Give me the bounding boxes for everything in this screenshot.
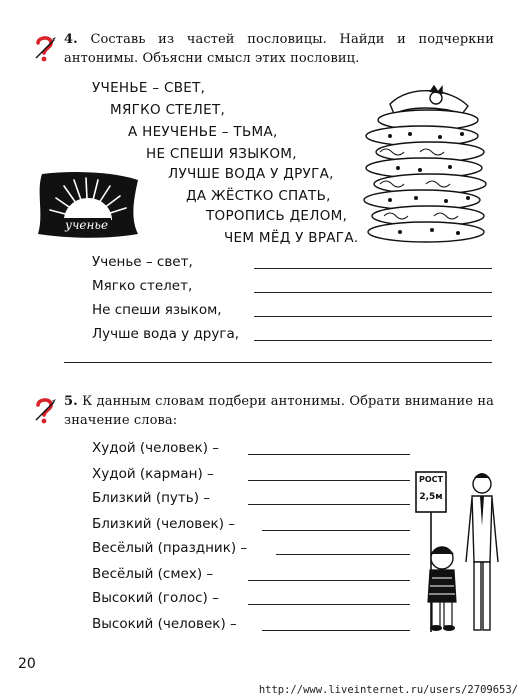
- task5-number: 5.: [64, 394, 78, 409]
- question-pencil-icon: [32, 34, 58, 64]
- proverb-part: УЧЕНЬЕ – СВЕТ,: [92, 80, 206, 96]
- antonym-item: Весёлый (смех) –: [92, 566, 214, 582]
- task5-instruction: [64, 392, 494, 430]
- answer-line[interactable]: [262, 530, 410, 531]
- fill-label: Лучше вода у друга,: [92, 326, 240, 342]
- answer-line[interactable]: [248, 480, 410, 481]
- tall-man-boy-illustration: [412, 466, 512, 636]
- proverb-part: А НЕУЧЕНЬЕ – ТЬМА,: [128, 124, 278, 140]
- antonym-item: Весёлый (праздник) –: [92, 540, 248, 556]
- learning-sun-illustration: [34, 168, 142, 242]
- answer-line[interactable]: [254, 316, 492, 317]
- task4-instruction: [64, 30, 494, 68]
- fill-label: Ученье – свет,: [92, 254, 193, 270]
- proverb-part: ЧЕМ МЁД У ВРАГА.: [224, 230, 359, 246]
- answer-line[interactable]: [276, 554, 410, 555]
- antonym-item: Худой (человек) –: [92, 440, 220, 456]
- height-sign-line2: 2,5м: [419, 492, 443, 502]
- fill-label: Мягко стелет,: [92, 278, 193, 294]
- height-sign-line1: РОСТ: [419, 475, 443, 484]
- antonym-item: Близкий (человек) –: [92, 516, 235, 532]
- answer-line-full[interactable]: [64, 362, 492, 363]
- antonym-item: Худой (карман) –: [92, 466, 214, 482]
- task5-text: К данным словам подбери антонимы. Обрати внимание на значение слова:: [64, 394, 494, 428]
- question-pencil-icon: [32, 396, 58, 426]
- proverb-part: НЕ СПЕШИ ЯЗЫКОМ,: [146, 146, 297, 162]
- answer-line[interactable]: [254, 268, 492, 269]
- source-url[interactable]: http://www.liveinternet.ru/users/2709653/: [258, 684, 518, 696]
- proverb-part: ТОРОПИСЬ ДЕЛОМ,: [206, 208, 348, 224]
- antonym-item: Высокий (человек) –: [92, 616, 237, 632]
- answer-line[interactable]: [248, 454, 410, 455]
- fill-label: Не спеши языком,: [92, 302, 222, 318]
- antonym-item: Высокий (голос) –: [92, 590, 219, 606]
- task4-text: Составь из частей пословицы. Найди и подчеркни антонимы. Объясни смысл этих пословиц.: [64, 32, 494, 66]
- answer-line[interactable]: [248, 604, 410, 605]
- answer-line[interactable]: [254, 292, 492, 293]
- answer-line[interactable]: [254, 340, 492, 341]
- princess-pea-illustration: [350, 84, 500, 244]
- answer-line[interactable]: [248, 504, 410, 505]
- proverb-part: ЛУЧШЕ ВОДА У ДРУГА,: [168, 166, 334, 182]
- task4-number: 4.: [64, 32, 78, 47]
- page-number: 20: [18, 656, 36, 672]
- antonym-item: Близкий (путь) –: [92, 490, 211, 506]
- answer-line[interactable]: [248, 580, 410, 581]
- proverb-part: МЯГКО СТЕЛЕТ,: [110, 102, 226, 118]
- answer-line[interactable]: [262, 630, 410, 631]
- proverb-part: ДА ЖЁСТКО СПАТЬ,: [186, 188, 331, 204]
- sun-caption: ученье: [62, 218, 111, 232]
